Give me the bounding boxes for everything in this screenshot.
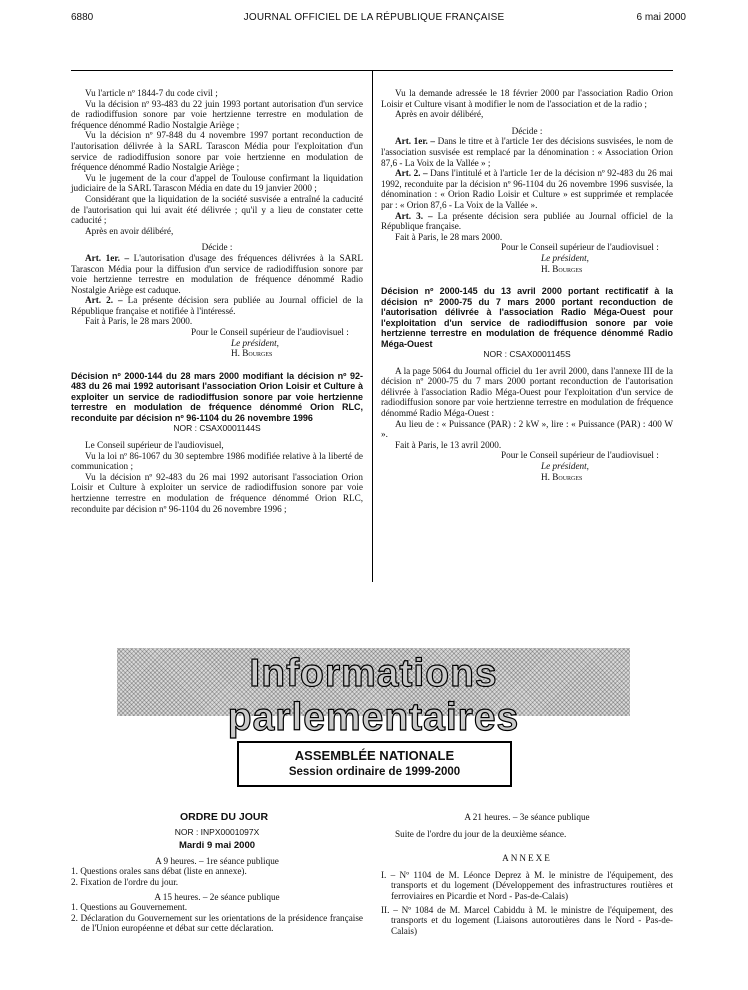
agenda-right-column [381, 812, 673, 936]
session-heading: A 9 heures. – 1re séance publique [155, 855, 279, 866]
paragraph: Vu la demande adressée le 18 février 2000 par l'association Radio Orion Loisir et Culture visant à modifier le nom de l'association et de la radio ; [381, 88, 673, 109]
banner-title: Informations parlementaires [227, 652, 520, 739]
assembly-title: ASSEMBLÉE NATIONALE [294, 748, 455, 763]
assembly-box [237, 741, 512, 787]
article-3 [381, 211, 673, 232]
decision-title: Décision nº 2000-144 du 28 mars 2000 modifiant la décision nº 92-483 du 26 mai 1992 autorisant l'association Orion Loisir et Culture à exploiter un service de radiodiffusion sonore par voie hertzienne terrestre en modulation de fréquence dénommé Orion RLC, reconduite par décision nº 96-1104 du 26 novembre 1996 [71, 370, 363, 423]
paragraph: Vu la décision nº 97-848 du 4 novembre 1997 portant reconduction de l'autorisation délivrée à la SARL Tarascon Média pour l'exploitation d'un service de radiodiffusion sonore par voie hertzienne en modulation de fréquence dénommé Radio Nostalgie Ariège ; [71, 130, 363, 173]
annexe-item: II. – Nº 1084 de M. Marcel Cabiddu à M. le ministre de l'équipement, des transports et du logement (Liaisons autoroutières dans le Nord - Pas-de-Calais) [381, 904, 673, 936]
signature-name: H. Bourges [541, 471, 583, 482]
article-label: Art. 1er. – [395, 136, 436, 147]
signature-for: Pour le Conseil supérieur de l'audiovisuel : [191, 327, 349, 338]
article-label: Art. 1er. – [85, 252, 130, 263]
session-title: Session ordinaire de 1999-2000 [288, 766, 461, 778]
paragraph: Vu l'article nº 1844-7 du code civil ; [85, 88, 218, 98]
agenda-item: 2. Fixation de l'ordre du jour. [71, 876, 179, 887]
agenda-item: 1. Questions orales sans débat (liste en annexe). [71, 866, 247, 877]
paragraph: Vu la décision nº 93-483 du 22 juin 1993 portant autorisation d'un service de radiodiffusion sonore par voie hertzienne terrestre en modulation de fréquence dénommé Radio Nostalgie Ariège ; [71, 98, 363, 130]
paragraph: Vu la décision nº 92-483 du 26 mai 1992 autorisant l'association Orion Loisir et Culture à exploiter un service de radiodiffusion sonore par voie hertzienne terrestre en modulation de fréquence dénommé Orion RLC, reconduite par décision nº 96-1104 du 26 novembre 1996 ; [71, 471, 363, 514]
page-header [0, 12, 748, 28]
article-label: Art. 2. – [395, 168, 428, 179]
paragraph: Considérant que la liquidation de la société susvisée a entraîné la caducité de l'autorisation qui lui avait été délivrée ; qu'il y a lieu de constater cette caducité ; [71, 193, 363, 226]
article-2 [71, 295, 363, 316]
agenda-left-column [71, 812, 363, 934]
annexe-heading: ANNEXE [502, 853, 552, 864]
left-column [71, 88, 363, 514]
decide-heading: Décide : [511, 125, 543, 136]
agenda-title: ORDRE DU JOUR [179, 811, 269, 823]
decide-heading: Décide : [201, 242, 233, 253]
nor-reference: NOR : CSAX0001144S [173, 423, 261, 434]
agenda-item: 2. Déclaration du Gouvernement sur les orientations de la présidence française de l'Union européenne et débat sur cette déclaration. [71, 912, 363, 934]
session-heading: A 15 heures. – 2e séance publique [154, 891, 280, 902]
article-text: La présente décision sera publiée au Journal officiel de la République française. [381, 210, 673, 232]
signature-for: Pour le Conseil supérieur de l'audiovisuel : [501, 242, 659, 253]
article-label: Art. 2. – [85, 295, 123, 306]
decision-title: Décision nº 2000-145 du 13 avril 2000 portant rectificatif à la décision nº 2000-75 du 7 mars 2000 portant reconduction de l'autorisation délivrée à l'association Radio Méga-Ouest pour l'exploitation d'un service de radiodiffusion sonore par voie hertzienne terrestre en modulation de fréquence dénommé Radio Méga-Ouest [381, 286, 673, 349]
signature-name: H. Bourges [231, 348, 273, 359]
paragraph: Au lieu de : « Puissance (PAR) : 2 kW », lire : « Puissance (PAR) : 400 W ». [381, 418, 673, 440]
signature-name: H. Bourges [541, 263, 583, 274]
signature-for: Pour le Conseil supérieur de l'audiovisuel : [501, 450, 659, 461]
paragraph: A la page 5064 du Journal officiel du 1er avril 2000, dans l'annexe III de la décision nº 2000-75 du 7 mars 2000 portant reconduction de l'autorisation délivrée à l'association Radio Méga-Ouest pour l'exploitation d'un service de radiodiffusion sonore par voie hertzienne terrestre en modulation de fréquence dénommé Radio Méga-Ouest : [381, 365, 673, 419]
article-text: Dans le titre et à l'article 1er des décisions susvisées, le nom de l'association susvisée est remplacé par la dénomination : « Association Orion 87,6 - La Voix de la Vallée » ; [381, 136, 673, 168]
paragraph: Après en avoir délibéré, [85, 225, 174, 236]
signature-role: Le président, [541, 461, 589, 472]
page-number: 6880 [71, 12, 94, 23]
agenda-date: Mardi 9 mai 2000 [178, 840, 256, 852]
fait-line: Fait à Paris, le 28 mars 2000. [85, 316, 193, 327]
fait-line: Fait à Paris, le 13 avril 2000. [395, 439, 502, 450]
paragraph: Vu la loi nº 86-1067 du 30 septembre 1986 modifiée relative à la liberté de communication ; [71, 450, 363, 472]
paragraph: Le Conseil supérieur de l'audiovisuel, [85, 439, 224, 450]
agenda-item: 1. Questions au Gouvernement. [71, 902, 188, 913]
section-banner [117, 648, 630, 739]
annexe-item: I. – Nº 1104 de M. Léonce Deprez à M. le ministre de l'équipement, des transports et du logement (Développement des infrastructures routières et ferroviaires en Picardie et Nord - Pas-de-Calais) [381, 869, 673, 901]
column-divider [372, 70, 373, 582]
signature-role: Le président, [541, 252, 589, 263]
article-text: La présente décision sera publiée au Journal officiel de la République française et notifiée à l'intéressé. [71, 295, 363, 316]
session-heading: A 21 heures. – 3e séance publique [464, 812, 590, 822]
nor-reference: NOR : INPX0001097X [174, 826, 260, 837]
article-label: Art. 3. – [395, 210, 433, 221]
article-text: L'autorisation d'usage des fréquences délivrées à la SARL Tarascon Média pour la diffusion d'un service de radiodiffusion sonore par voie hertzienne terrestre en modulation de fréquence dénommé Radio Nostalgie Ariège est caduque. [71, 252, 363, 295]
article-2 [381, 168, 673, 210]
signature-role: Le président, [231, 337, 279, 348]
journal-title: JOURNAL OFFICIEL DE LA RÉPUBLIQUE FRANÇAISE [243, 12, 505, 23]
issue-date: 6 mai 2000 [636, 12, 686, 23]
nor-reference: NOR : CSAX0001145S [483, 349, 571, 360]
paragraph: Après en avoir délibéré, [395, 109, 484, 120]
article-1 [381, 136, 673, 168]
article-text: Dans l'intitulé et à l'article 1er de la décision nº 92-483 du 26 mai 1992, reconduite par la décision nº 96-1104 du 26 novembre 1996 susvisée, la dénomination : « Orion Radio Loisir et Culture » est supprimée et remplacée par : « Orion 87,6 - La Voix de la Vallée ». [381, 168, 673, 210]
right-column [381, 88, 673, 482]
article-1 [71, 253, 363, 295]
fait-line: Fait à Paris, le 28 mars 2000. [395, 231, 503, 242]
paragraph: Vu le jugement de la cour d'appel de Toulouse confirmant la liquidation judiciaire de la SARL Tarascon Média en date du 19 janvier 2000 ; [71, 172, 363, 194]
paragraph: Suite de l'ordre du jour de la deuxième séance. [395, 828, 567, 839]
